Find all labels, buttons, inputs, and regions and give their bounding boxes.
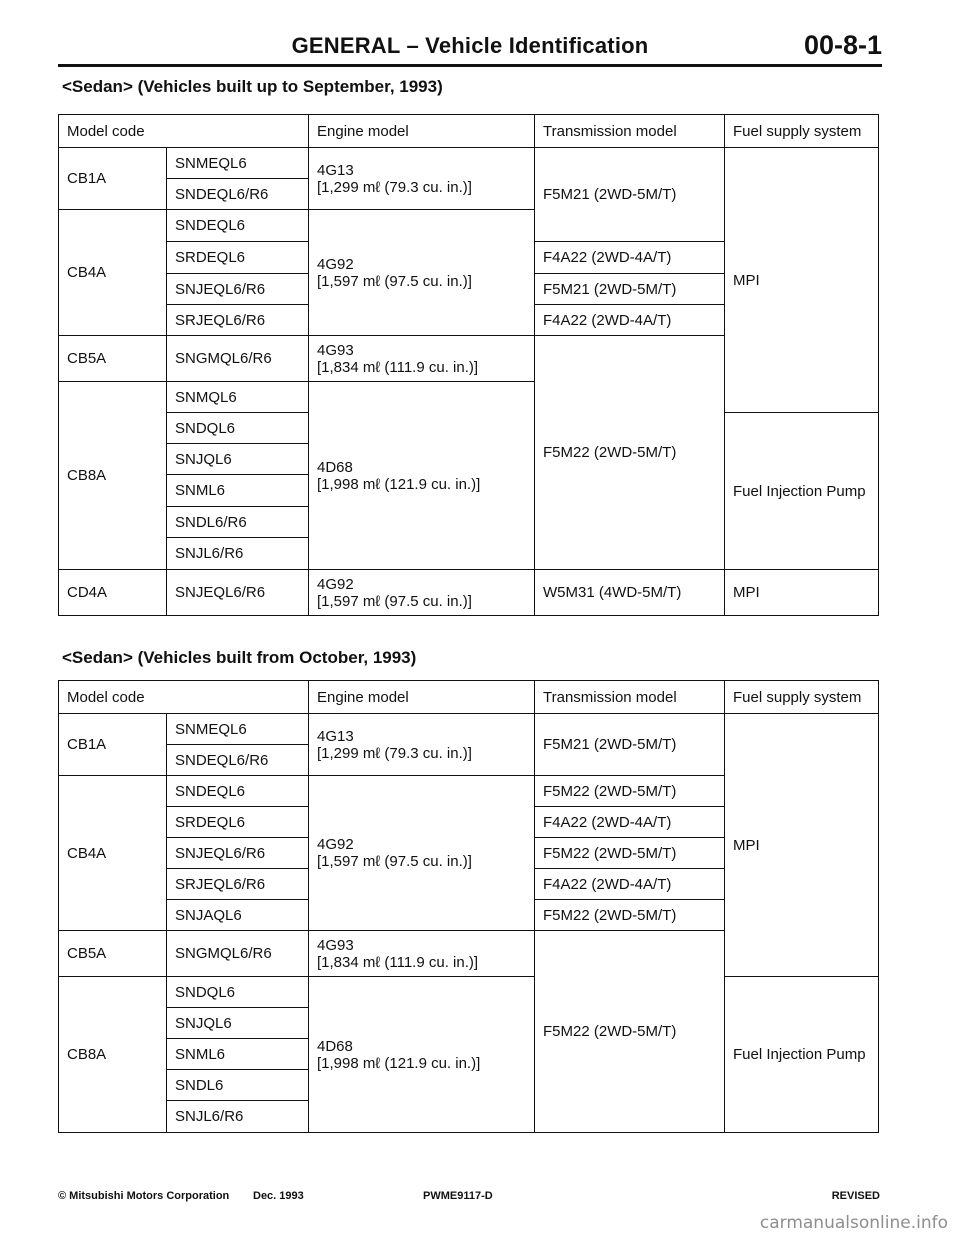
- model-code: CB4A: [59, 210, 167, 336]
- transmission-cell: F4A22 (2WD-4A/T): [535, 807, 725, 838]
- transmission-cell: F4A22 (2WD-4A/T): [535, 305, 725, 336]
- vehicle-id-table-2: [58, 680, 879, 1133]
- fuel-cell: Fuel Injection Pump: [725, 977, 879, 1133]
- model-variant: SNJEQL6/R6: [167, 570, 309, 616]
- model-variant: SNJL6/R6: [167, 538, 309, 570]
- col-transmission-model: Transmission model: [535, 115, 725, 148]
- transmission-cell: F5M22 (2WD-5M/T): [535, 336, 725, 570]
- engine-cell: 4G13 [1,299 mℓ (79.3 cu. in.)]: [309, 148, 535, 210]
- col-engine-model: Engine model: [309, 681, 535, 714]
- col-transmission-model: Transmission model: [535, 681, 725, 714]
- model-variant: SNGMQL6/R6: [167, 931, 309, 977]
- page-header: [58, 28, 882, 64]
- model-variant: SRDEQL6: [167, 807, 309, 838]
- col-model-code: Model code: [59, 681, 309, 714]
- model-variant: SNJEQL6/R6: [167, 274, 309, 305]
- fuel-cell: MPI: [725, 714, 879, 977]
- footer-code: PWME9117-D: [423, 1190, 493, 1202]
- model-variant: SNML6: [167, 475, 309, 507]
- page-number: 00-8-1: [803, 30, 882, 60]
- col-model-code: Model code: [59, 115, 309, 148]
- fuel-cell: Fuel Injection Pump: [725, 413, 879, 570]
- model-variant: SNJAQL6: [167, 900, 309, 931]
- transmission-cell: F5M21 (2WD-5M/T): [535, 148, 725, 242]
- engine-cell: 4G93 [1,834 mℓ (111.9 cu. in.)]: [309, 931, 535, 977]
- model-code: CB5A: [59, 336, 167, 382]
- table-row: [59, 570, 879, 616]
- transmission-cell: F5M22 (2WD-5M/T): [535, 776, 725, 807]
- model-code: CB8A: [59, 382, 167, 570]
- model-code: CB5A: [59, 931, 167, 977]
- header-rule: [58, 64, 882, 67]
- model-variant: SNMQL6: [167, 382, 309, 413]
- col-fuel-supply: Fuel supply system: [725, 681, 879, 714]
- table-row: [59, 148, 879, 179]
- model-code: CB1A: [59, 148, 167, 210]
- engine-cell: 4D68 [1,998 mℓ (121.9 cu. in.)]: [309, 977, 535, 1133]
- model-variant: SNJQL6: [167, 444, 309, 475]
- model-variant: SRJEQL6/R6: [167, 869, 309, 900]
- engine-cell: 4G92 [1,597 mℓ (97.5 cu. in.)]: [309, 570, 535, 616]
- transmission-cell: W5M31 (4WD-5M/T): [535, 570, 725, 616]
- model-variant: SNJEQL6/R6: [167, 838, 309, 869]
- model-variant: SNJQL6: [167, 1008, 309, 1039]
- transmission-cell: F4A22 (2WD-4A/T): [535, 242, 725, 274]
- model-variant: SNDEQL6/R6: [167, 745, 309, 776]
- model-variant: SNJL6/R6: [167, 1101, 309, 1133]
- model-code: CB4A: [59, 776, 167, 931]
- transmission-cell: F5M21 (2WD-5M/T): [535, 714, 725, 776]
- model-variant: SNDL6: [167, 1070, 309, 1101]
- table-header-row: [59, 681, 879, 714]
- engine-cell: 4G13 [1,299 mℓ (79.3 cu. in.)]: [309, 714, 535, 776]
- fuel-cell: MPI: [725, 570, 879, 616]
- table-header-row: [59, 115, 879, 148]
- transmission-cell: F5M22 (2WD-5M/T): [535, 900, 725, 931]
- page-title: GENERAL – Vehicle Identification: [291, 33, 649, 58]
- transmission-cell: F4A22 (2WD-4A/T): [535, 869, 725, 900]
- table-row: [59, 977, 879, 1008]
- engine-cell: 4D68 [1,998 mℓ (121.9 cu. in.)]: [309, 382, 535, 570]
- vehicle-id-table-1: [58, 114, 879, 616]
- model-variant: SNMEQL6: [167, 714, 309, 745]
- model-variant: SRDEQL6: [167, 242, 309, 274]
- footer-copyright: © Mitsubishi Motors Corporation: [58, 1190, 230, 1202]
- footer-status: REVISED: [831, 1190, 880, 1202]
- model-variant: SNDL6/R6: [167, 507, 309, 538]
- col-fuel-supply: Fuel supply system: [725, 115, 879, 148]
- transmission-cell: F5M22 (2WD-5M/T): [535, 838, 725, 869]
- col-engine-model: Engine model: [309, 115, 535, 148]
- model-variant: SNDQL6: [167, 413, 309, 444]
- footer-date: Dec. 1993: [253, 1190, 304, 1202]
- watermark: carmanualsonline.info: [759, 1213, 948, 1233]
- model-variant: SNDEQL6: [167, 210, 309, 242]
- model-variant: SNDEQL6/R6: [167, 179, 309, 210]
- engine-cell: 4G93 [1,834 mℓ (111.9 cu. in.)]: [309, 336, 535, 382]
- model-code: CB1A: [59, 714, 167, 776]
- section-title-1: <Sedan> (Vehicles built up to September, 1993): [62, 77, 443, 96]
- model-variant: SNML6: [167, 1039, 309, 1070]
- engine-cell: 4G92 [1,597 mℓ (97.5 cu. in.)]: [309, 210, 535, 336]
- transmission-cell: F5M21 (2WD-5M/T): [535, 274, 725, 305]
- engine-cell: 4G92 [1,597 mℓ (97.5 cu. in.)]: [309, 776, 535, 931]
- table-row: [59, 714, 879, 745]
- model-variant: SRJEQL6/R6: [167, 305, 309, 336]
- transmission-cell: F5M22 (2WD-5M/T): [535, 931, 725, 1133]
- section-title-2: <Sedan> (Vehicles built from October, 1993): [62, 648, 417, 667]
- fuel-cell: MPI: [725, 148, 879, 413]
- model-variant: SNGMQL6/R6: [167, 336, 309, 382]
- model-variant: SNDQL6: [167, 977, 309, 1008]
- model-variant: SNDEQL6: [167, 776, 309, 807]
- model-code: CB8A: [59, 977, 167, 1133]
- model-code: CD4A: [59, 570, 167, 616]
- model-variant: SNMEQL6: [167, 148, 309, 179]
